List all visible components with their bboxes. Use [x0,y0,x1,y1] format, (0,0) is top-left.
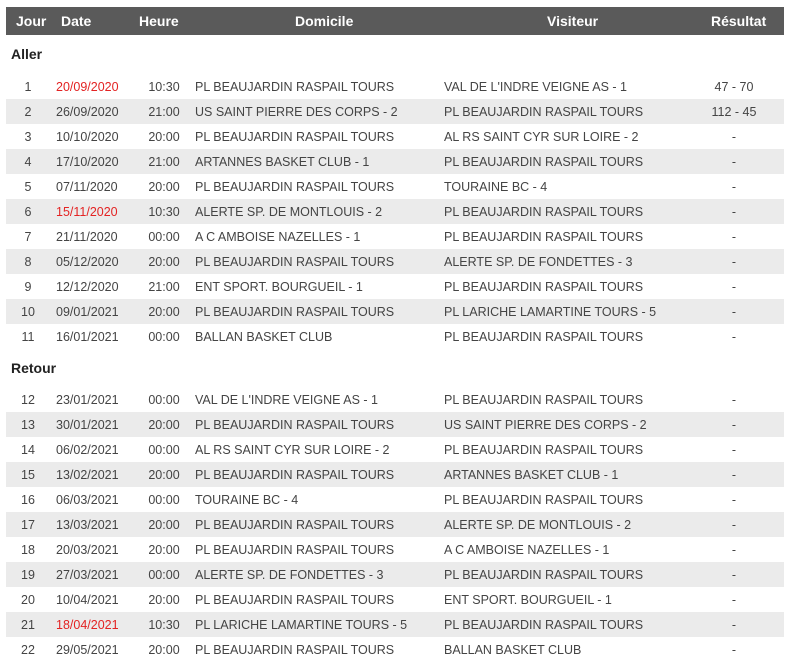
cell-jour: 17 [21,518,35,532]
cell-date: 12/12/2020 [56,280,119,294]
cell-resultat: - [731,330,737,344]
table-row [6,99,784,124]
cell-resultat: - [731,180,737,194]
cell-visiteur: PL BEAUJARDIN RASPAIL TOURS [444,393,644,407]
cell-resultat: - [731,255,737,269]
table-row [6,324,784,349]
cell-visiteur: TOURAINE BC - 4 [444,180,548,194]
cell-heure: 00:00 [148,493,180,507]
cell-heure: 20:00 [148,255,180,269]
cell-domicile: VAL DE L'INDRE VEIGNE AS - 1 [195,393,379,407]
cell-date: 13/02/2021 [56,468,119,482]
cell-visiteur: PL BEAUJARDIN RASPAIL TOURS [444,443,644,457]
cell-domicile: PL BEAUJARDIN RASPAIL TOURS [195,593,395,607]
header-visiteur: Visiteur [547,13,599,29]
cell-jour: 3 [24,130,32,144]
cell-date: 13/03/2021 [56,518,119,532]
cell-jour: 8 [24,255,32,269]
cell-domicile: ALERTE SP. DE MONTLOUIS - 2 [195,205,383,219]
cell-resultat: - [731,280,737,294]
header-jour: Jour [16,13,47,29]
cell-heure: 20:00 [148,305,180,319]
cell-jour: 14 [21,443,35,457]
table-row [6,412,784,437]
table-row [6,612,784,637]
cell-jour: 12 [21,393,35,407]
cell-visiteur: PL BEAUJARDIN RASPAIL TOURS [444,618,644,632]
cell-resultat: - [731,205,737,219]
cell-date: 17/10/2020 [56,155,119,169]
table-row [6,387,784,412]
cell-date: 27/03/2021 [56,568,119,582]
table-row [6,149,784,174]
cell-visiteur: PL BEAUJARDIN RASPAIL TOURS [444,330,644,344]
table-row [6,437,784,462]
cell-heure: 20:00 [148,593,180,607]
cell-date: 06/02/2021 [56,443,119,457]
cell-jour: 20 [21,593,35,607]
cell-resultat: - [731,130,737,144]
cell-date: 26/09/2020 [56,105,119,119]
cell-jour: 9 [24,280,32,294]
table-row [6,174,784,199]
cell-heure: 10:30 [148,205,180,219]
cell-domicile: PL BEAUJARDIN RASPAIL TOURS [195,305,395,319]
cell-heure: 10:30 [148,618,180,632]
cell-heure: 20:00 [148,543,180,557]
cell-jour: 15 [21,468,35,482]
cell-jour: 4 [24,155,32,169]
cell-date: 06/03/2021 [56,493,119,507]
cell-visiteur: PL LARICHE LAMARTINE TOURS - 5 [444,305,657,319]
table-row [6,274,784,299]
table-row [6,299,784,324]
cell-resultat: - [731,543,737,557]
cell-visiteur: PL BEAUJARDIN RASPAIL TOURS [444,205,644,219]
cell-domicile: ENT SPORT. BOURGUEIL - 1 [195,280,363,294]
cell-domicile: PL BEAUJARDIN RASPAIL TOURS [195,130,395,144]
header-resultat: Résultat [711,13,767,29]
cell-date: 23/01/2021 [56,393,119,407]
cell-visiteur: ALERTE SP. DE MONTLOUIS - 2 [444,518,632,532]
cell-resultat: - [731,593,737,607]
cell-visiteur: VAL DE L'INDRE VEIGNE AS - 1 [444,80,628,94]
cell-date: 20/03/2021 [56,543,119,557]
cell-date: 09/01/2021 [56,305,119,319]
cell-heure: 20:00 [148,418,180,432]
table-row [6,74,784,99]
cell-jour: 22 [21,643,35,657]
cell-resultat: - [731,618,737,632]
cell-resultat: - [731,518,737,532]
cell-visiteur: BALLAN BASKET CLUB [444,643,582,657]
cell-resultat: - [731,443,737,457]
cell-domicile: US SAINT PIERRE DES CORPS - 2 [195,105,398,119]
cell-resultat: 47 - 70 [714,80,754,94]
cell-heure: 00:00 [148,443,180,457]
cell-heure: 20:00 [148,643,180,657]
header-domicile: Domicile [295,13,354,29]
cell-domicile: PL BEAUJARDIN RASPAIL TOURS [195,418,395,432]
table-row [6,562,784,587]
cell-visiteur: PL BEAUJARDIN RASPAIL TOURS [444,280,644,294]
cell-date: 07/11/2020 [56,180,118,194]
table-row [6,487,784,512]
cell-jour: 10 [21,305,35,319]
cell-resultat: - [731,643,737,657]
cell-visiteur: ARTANNES BASKET CLUB - 1 [444,468,619,482]
cell-heure: 20:00 [148,180,180,194]
cell-domicile: A C AMBOISE NAZELLES - 1 [195,230,361,244]
cell-resultat: - [731,305,737,319]
cell-domicile: PL BEAUJARDIN RASPAIL TOURS [195,543,395,557]
cell-visiteur: PL BEAUJARDIN RASPAIL TOURS [444,493,644,507]
cell-jour: 11 [21,330,35,344]
cell-date: 10/04/2021 [56,593,119,607]
cell-jour: 2 [24,105,32,119]
cell-resultat: - [731,155,737,169]
cell-date: 29/05/2021 [56,643,119,657]
cell-domicile: PL LARICHE LAMARTINE TOURS - 5 [195,618,408,632]
table-row [6,637,784,662]
table-row [6,124,784,149]
cell-jour: 16 [21,493,35,507]
header-date: Date [61,13,92,29]
cell-resultat: - [731,493,737,507]
cell-date: 15/11/2020 [56,205,118,219]
cell-resultat: - [731,568,737,582]
cell-visiteur: ALERTE SP. DE FONDETTES - 3 [444,255,633,269]
cell-date: 10/10/2020 [56,130,119,144]
cell-domicile: ALERTE SP. DE FONDETTES - 3 [195,568,384,582]
cell-heure: 10:30 [148,80,180,94]
table-row [6,224,784,249]
cell-domicile: AL RS SAINT CYR SUR LOIRE - 2 [195,443,390,457]
cell-domicile: ARTANNES BASKET CLUB - 1 [195,155,370,169]
cell-visiteur: A C AMBOISE NAZELLES - 1 [444,543,610,557]
cell-jour: 5 [24,180,32,194]
cell-domicile: PL BEAUJARDIN RASPAIL TOURS [195,80,395,94]
cell-date: 18/04/2021 [56,618,119,632]
cell-domicile: PL BEAUJARDIN RASPAIL TOURS [195,180,395,194]
cell-domicile: PL BEAUJARDIN RASPAIL TOURS [195,643,395,657]
table-row [6,537,784,562]
cell-heure: 20:00 [148,130,180,144]
cell-visiteur: AL RS SAINT CYR SUR LOIRE - 2 [444,130,639,144]
header-heure: Heure [139,13,179,29]
cell-resultat: - [731,393,737,407]
cell-jour: 21 [21,618,35,632]
cell-date: 16/01/2021 [56,330,119,344]
cell-visiteur: ENT SPORT. BOURGUEIL - 1 [444,593,612,607]
section-aller: Aller [11,46,43,62]
cell-jour: 7 [24,230,32,244]
cell-resultat: - [731,230,737,244]
table-row [6,512,784,537]
cell-jour: 18 [21,543,35,557]
cell-visiteur: PL BEAUJARDIN RASPAIL TOURS [444,568,644,582]
table-row [6,587,784,612]
table-row [6,249,784,274]
cell-heure: 20:00 [148,518,180,532]
cell-heure: 21:00 [148,280,180,294]
cell-resultat: - [731,468,737,482]
cell-domicile: PL BEAUJARDIN RASPAIL TOURS [195,255,395,269]
cell-domicile: TOURAINE BC - 4 [195,493,299,507]
cell-visiteur: US SAINT PIERRE DES CORPS - 2 [444,418,647,432]
cell-date: 05/12/2020 [56,255,119,269]
section-retour: Retour [11,360,57,376]
table-header [6,7,784,35]
table-row [6,199,784,224]
cell-jour: 6 [24,205,32,219]
cell-domicile: PL BEAUJARDIN RASPAIL TOURS [195,468,395,482]
cell-visiteur: PL BEAUJARDIN RASPAIL TOURS [444,155,644,169]
cell-heure: 00:00 [148,393,180,407]
cell-heure: 20:00 [148,468,180,482]
cell-heure: 21:00 [148,105,180,119]
cell-date: 30/01/2021 [56,418,119,432]
cell-heure: 00:00 [148,330,180,344]
cell-heure: 00:00 [148,230,180,244]
cell-jour: 19 [21,568,35,582]
cell-jour: 1 [24,80,32,94]
cell-resultat: - [731,418,737,432]
cell-resultat: 112 - 45 [711,105,757,119]
cell-visiteur: PL BEAUJARDIN RASPAIL TOURS [444,230,644,244]
table-row [6,462,784,487]
cell-visiteur: PL BEAUJARDIN RASPAIL TOURS [444,105,644,119]
cell-date: 20/09/2020 [56,80,119,94]
cell-jour: 13 [21,418,35,432]
cell-date: 21/11/2020 [56,230,118,244]
cell-domicile: PL BEAUJARDIN RASPAIL TOURS [195,518,395,532]
cell-heure: 21:00 [148,155,180,169]
cell-heure: 00:00 [148,568,180,582]
cell-domicile: BALLAN BASKET CLUB [195,330,333,344]
